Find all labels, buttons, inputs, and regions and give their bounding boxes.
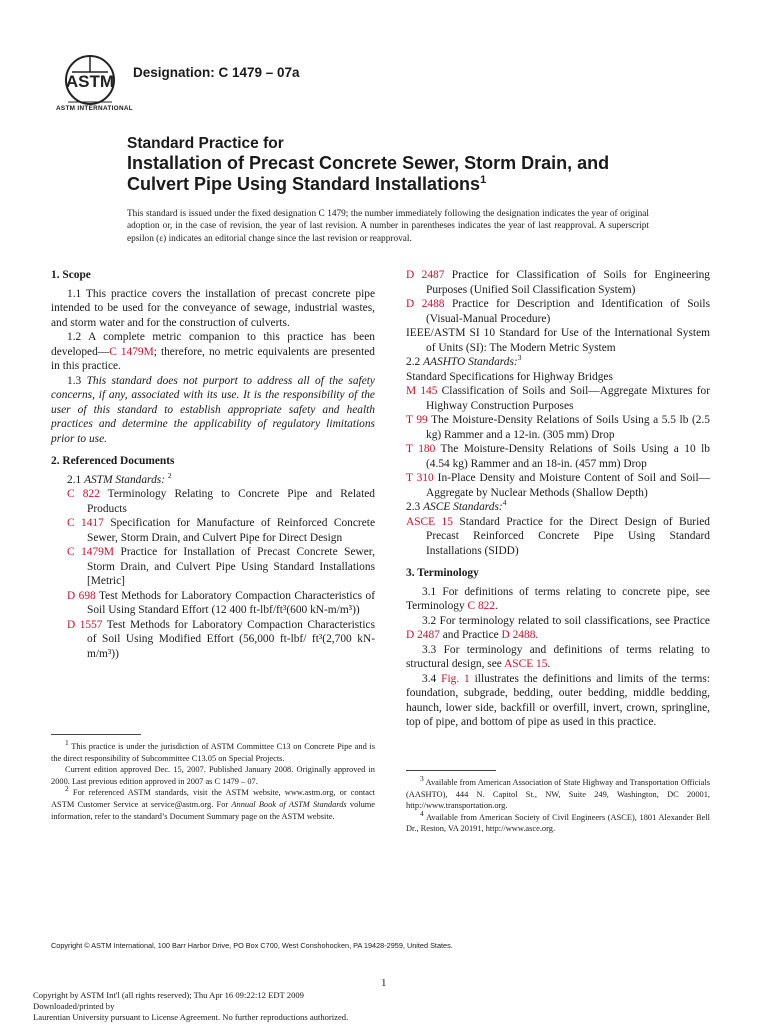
title-line-1: Installation of Precast Concrete Sewer, Storm Drain, and: [127, 153, 610, 173]
scope-1-2: 1.2 A complete metric companion to this practice has been developed—C 1479M; therefore, no metric equivalents are presented in this practice.: [51, 331, 375, 372]
title-line-2: Culvert Pipe Using Standard Installations: [127, 174, 481, 194]
ref-d1557: D 1557 Test Methods for Laboratory Compaction Characteristics of Soil Using Modified Effort (56,000 ft-lbf/ ft³(2,700 kN-m/m³)): [67, 618, 376, 660]
issuance-note: This standard is issued under the fixed designation C 1479; the number immediately following the designation indicates the year of original adoption or, in the case of revision, the year of last revision. A number in parentheses indicates the year of last reapproval. A superscript epsilon (ε) indicates an editorial change since the last revision or reapproval.: [127, 209, 649, 244]
title-footnote-mark[interactable]: 1: [480, 174, 487, 186]
link-d2487[interactable]: D 2487: [406, 269, 445, 281]
download-line-3: Laurentian University pursuant to License Agreement. No further reproductions authorized.: [33, 1011, 349, 1022]
footnote-2: $^2$ For referenced ASTM standards, visit the ASTM website, www.astm.org, or contact ASTM Customer Service at service@astm.org. For Annual Book of ASTM Standards volume information, refer to the standard’s Document Summary page on the ASTM website.: [51, 784, 375, 821]
left-column: [51, 268, 375, 661]
ref-d2488: D 2488 Practice for Description and Identification of Soils (Visual-Manual Procedure): [406, 298, 710, 325]
footnote-1-edition: Current edition approved Dec. 15, 2007. Published January 2008. Originally approved in 2000. Last previous edition approved in 2007 as C 1479 – 07.: [51, 765, 375, 786]
link-c822[interactable]: C 822: [67, 488, 100, 500]
page-number: 1: [381, 977, 387, 989]
terminology-3-4: 3.4 Fig. 1 illustrates the definitions and limits of the terms: foundation, subgrade, bedding, outer bedding, middle bedding, haunch, lower side, backfill or overfill, invert, crown, springline, top of pipe, and bottom of pipe as used in this practice.: [406, 672, 710, 728]
link-c1417[interactable]: C 1417: [67, 517, 104, 529]
link-fig1[interactable]: Fig. 1: [441, 672, 470, 685]
terminology-3-3: 3.3 For terminology and definitions of terms relating to structural design, see ASCE 15.: [406, 643, 710, 670]
title-prefix: Standard Practice for: [127, 135, 284, 152]
ref-t180: T 180 The Moisture-Density Relations of Soils Using a 10 lb (4.54 kg) Rammer and an 18-in. (457 mm) Drop: [406, 443, 710, 470]
astm-standards-label: 2.1 ASTM Standards: $^2$: [67, 470, 172, 486]
ref-asce15: ASCE 15 Standard Practice for the Direct Design of Buried Precast Reinforced Concrete Pipe Using Standard Installations (SIDD): [406, 515, 711, 557]
footnote-1: $^1$ This practice is under the jurisdiction of ASTM Committee C13 on Concrete Pipe and is the direct responsibility of Subcommittee C13.05 on Special Projects.: [51, 738, 375, 763]
footnotes-right: [406, 774, 710, 835]
ref-t99: T 99 The Moisture-Density Relations of Soils Using a 5.5 lb (2.5 kg) Rammer and a 12-in. (305 mm) Drop: [406, 414, 710, 441]
right-column: [406, 268, 710, 730]
footnote-divider-left: [51, 734, 141, 735]
designation: Designation: C 1479 – 07a: [133, 65, 300, 80]
ref-c822: C 822 Terminology Relating to Concrete Pipe and Related Products: [67, 488, 375, 515]
svg-text:ASTM: ASTM: [65, 72, 115, 91]
ref-d698: D 698 Test Methods for Laboratory Compaction Characteristics of Soil Using Standard Effort (12 400 ft-lbf/ft³(600 kN-m/m³)): [67, 589, 375, 616]
download-notice: [33, 990, 348, 1022]
footnote-3: $^3$ Available from American Association of State Highway and Transportation Officials (AASHTO), 444 N. Capitol St., NW, Suite 249, Washington, DC 20001, http://www.transportation.org.: [406, 774, 710, 811]
terminology-3-2: 3.2 For terminology related to soil classifications, see Practice D 2487 and Practice D 2488.: [406, 614, 710, 641]
logo-wordmark: ASTM INTERNATIONAL: [56, 105, 133, 112]
copyright-line: Copyright © ASTM International, 100 Barr Harbor Drive, PO Box C700, West Conshohocken, PA 19428-2959, United States.: [51, 941, 453, 950]
ref-d2487: D 2487 Practice for Classification of Soils for Engineering Purposes (Unified Soil Classification System): [406, 269, 710, 296]
ref-c1479m: C 1479M Practice for Installation of Precast Concrete Sewer, Storm Drain, and Culvert Pipe Using Standard Installations [Metric]: [67, 546, 375, 587]
section-scope-heading: 1. Scope: [51, 269, 91, 281]
footnote-divider-right: [406, 770, 496, 771]
footnotes-left: [51, 738, 375, 822]
footnote-4: $^4$ Available from American Society of Civil Engineers (ASCE), 1801 Alexander Bell Dr., Reston, VA 20191, http://www.asce.org.: [406, 808, 710, 834]
link-d2487-term[interactable]: D 2487: [406, 629, 440, 641]
ref-t310: T 310 In-Place Density and Moisture Content of Soil and Soil—Aggregate by Nuclear Methods (Shallow Depth): [406, 472, 710, 499]
terminology-3-1: 3.1 For definitions of terms relating to concrete pipe, see Terminology C 822.: [406, 585, 710, 612]
link-t99[interactable]: T 99: [406, 414, 428, 426]
link-c1479m-ref[interactable]: C 1479M: [67, 546, 114, 558]
link-asce15[interactable]: ASCE 15: [406, 515, 453, 528]
aashto-standards-label: 2.2 AASHTO Standards:$^3$: [406, 353, 522, 368]
link-c1479m[interactable]: C 1479M: [109, 345, 154, 358]
link-asce15-term[interactable]: ASCE 15: [504, 658, 548, 670]
asce-standards-label: 2.3 ASCE Standards:$^4$: [406, 498, 507, 513]
link-d1557[interactable]: D 1557: [67, 618, 103, 631]
scope-1-1: 1.1 This practice covers the installation of precast concrete pipe intended to be used for the conveyance of sewage, industrial wastes, and storm water and for the construction of culverts.: [51, 287, 375, 329]
link-d2488-term[interactable]: D 2488: [501, 629, 536, 641]
section-terminology-heading: 3. Terminology: [406, 567, 479, 579]
download-line-1: Copyright by ASTM Int'l (all rights reserved); Thu Apr 16 09:22:12 EDT 2009: [33, 990, 304, 1000]
link-d2488[interactable]: D 2488: [406, 298, 445, 310]
section-references-heading: 2. Referenced Documents: [51, 455, 175, 467]
download-line-2: Downloaded/printed by: [33, 1000, 115, 1011]
scope-1-3: 1.3 This standard does not purport to address all of the safety concerns, if any, associated with its use. It is the responsibility of the user of this standard to establish appropriate safety and health practices and determine the applicability of regulatory limitations prior to use.: [51, 374, 375, 445]
link-t180[interactable]: T 180: [406, 443, 436, 455]
ref-m145: M 145 Classification of Soils and Soil—Aggregate Mixtures for Highway Construction Purposes: [406, 385, 711, 412]
link-t310[interactable]: T 310: [406, 472, 434, 484]
document-title: [127, 134, 687, 195]
link-m145[interactable]: M 145: [406, 385, 438, 397]
aashto-intro: Standard Specifications for Highway Bridges: [406, 370, 613, 383]
link-c822-term[interactable]: C 822: [467, 600, 496, 612]
ref-ieee-si10: IEEE/ASTM SI 10 Standard for Use of the International System of Units (SI): The Modern Metric System: [406, 327, 710, 354]
ref-c1417: C 1417 Specification for Manufacture of Reinforced Concrete Sewer, Storm Drain, and Culvert Pipe for Direct Design: [67, 517, 375, 544]
link-d698[interactable]: D 698: [67, 589, 96, 602]
